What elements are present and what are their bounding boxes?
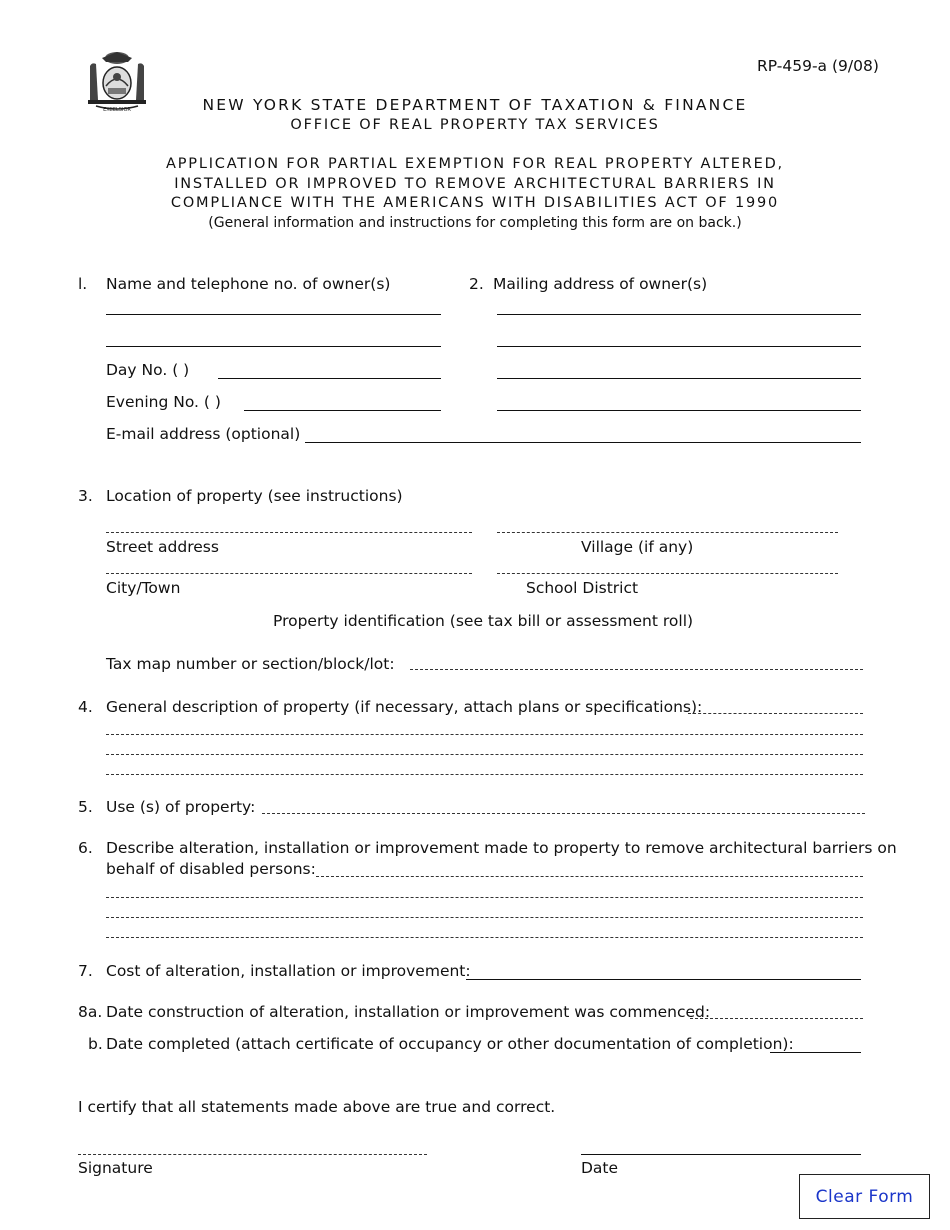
certification-statement: I certify that all statements made above are true and correct. bbox=[78, 1098, 556, 1116]
mailing-address-field-2[interactable] bbox=[497, 326, 861, 346]
date-field[interactable] bbox=[583, 1134, 863, 1154]
village-field[interactable] bbox=[497, 512, 838, 532]
section-8a-number: 8a. bbox=[78, 1003, 103, 1021]
property-use-label: Use (s) of property: bbox=[106, 798, 256, 816]
office-title: OFFICE OF REAL PROPERTY TAX SERVICES bbox=[290, 117, 660, 133]
section-1-number: l. bbox=[78, 275, 88, 293]
instructions-note: (General information and instructions for completing this form are on back.) bbox=[208, 215, 742, 231]
general-description-label: General description of property (if necessary, attach plans or specifications): bbox=[106, 698, 703, 716]
school-district-field[interactable] bbox=[497, 553, 838, 573]
email-label: E-mail address (optional) bbox=[106, 425, 301, 443]
form-title-line-3: COMPLIANCE WITH THE AMERICANS WITH DISABILITIES ACT OF 1990 bbox=[170, 195, 780, 211]
signature-label: Signature bbox=[78, 1159, 153, 1177]
form-title-line-1: APPLICATION FOR PARTIAL EXEMPTION FOR REAL PROPERTY ALTERED, bbox=[166, 156, 784, 172]
alteration-description-field-2[interactable] bbox=[106, 877, 863, 897]
mailing-address-field-4[interactable] bbox=[497, 390, 861, 410]
section-3-number: 3. bbox=[78, 487, 93, 505]
property-use-field[interactable] bbox=[262, 793, 865, 813]
mailing-address-field-1[interactable] bbox=[497, 294, 861, 314]
alteration-description-field-1[interactable] bbox=[316, 856, 863, 876]
cost-label: Cost of alteration, installation or improvement: bbox=[106, 962, 471, 980]
general-description-field-2[interactable] bbox=[106, 714, 863, 734]
owner-name-field-2[interactable] bbox=[106, 326, 441, 346]
village-label: Village (if any) bbox=[581, 538, 694, 556]
day-phone-field[interactable] bbox=[220, 358, 443, 378]
street-address-label: Street address bbox=[106, 538, 219, 556]
day-phone-label: Day No. ( ) bbox=[106, 361, 190, 379]
section-5-number: 5. bbox=[78, 798, 93, 816]
alteration-description-label-2: behalf of disabled persons: bbox=[106, 860, 316, 878]
section-2-number: 2. bbox=[469, 275, 484, 293]
location-label: Location of property (see instructions) bbox=[106, 487, 403, 505]
evening-phone-field[interactable] bbox=[246, 390, 443, 410]
street-address-field[interactable] bbox=[106, 512, 472, 532]
date-commenced-label: Date construction of alteration, installation or improvement was commenced: bbox=[106, 1003, 711, 1021]
form-id: RP-459-a (9/08) bbox=[757, 57, 879, 75]
alteration-description-field-3[interactable] bbox=[106, 897, 863, 917]
section-8b-number: b. bbox=[88, 1035, 103, 1053]
general-description-field-1[interactable] bbox=[688, 693, 863, 713]
date-label: Date bbox=[581, 1159, 619, 1177]
section-7-number: 7. bbox=[78, 962, 93, 980]
general-description-field-4[interactable] bbox=[106, 754, 863, 774]
form-title-line-2: INSTALLED OR IMPROVED TO REMOVE ARCHITECTURAL BARRIERS IN bbox=[174, 176, 776, 192]
email-field[interactable] bbox=[307, 422, 863, 442]
city-town-label: City/Town bbox=[106, 579, 181, 597]
date-commenced-field[interactable] bbox=[690, 998, 863, 1018]
general-description-field-3[interactable] bbox=[106, 734, 863, 754]
property-id-label: Property identification (see tax bill or assessment roll) bbox=[273, 612, 694, 630]
owner-name-label: Name and telephone no. of owner(s) bbox=[106, 275, 391, 293]
signature-field[interactable] bbox=[78, 1134, 427, 1154]
department-title: NEW YORK STATE DEPARTMENT OF TAXATION & FINANCE bbox=[202, 96, 748, 114]
alteration-description-field-4[interactable] bbox=[106, 917, 863, 937]
evening-phone-label: Evening No. ( ) bbox=[106, 393, 221, 411]
tax-map-field[interactable] bbox=[410, 649, 863, 669]
date-completed-field[interactable] bbox=[772, 1032, 863, 1052]
cost-field[interactable] bbox=[468, 959, 863, 979]
alteration-description-label-1: Describe alteration, installation or improvement made to property to remove architectural barriers on bbox=[106, 839, 897, 857]
seal-motto: EXCELSIOR bbox=[103, 107, 131, 113]
mailing-address-field-3[interactable] bbox=[497, 358, 861, 378]
section-6-number: 6. bbox=[78, 839, 93, 857]
date-completed-label: Date completed (attach certificate of occupancy or other documentation of completion): bbox=[106, 1035, 794, 1053]
mailing-address-label: Mailing address of owner(s) bbox=[493, 275, 708, 293]
section-4-number: 4. bbox=[78, 698, 93, 716]
school-district-label: School District bbox=[526, 579, 639, 597]
city-town-field[interactable] bbox=[106, 553, 472, 573]
tax-map-label: Tax map number or section/block/lot: bbox=[106, 655, 395, 673]
owner-name-field-1[interactable] bbox=[106, 294, 441, 314]
clear-form-button[interactable]: Clear Form bbox=[799, 1174, 930, 1219]
